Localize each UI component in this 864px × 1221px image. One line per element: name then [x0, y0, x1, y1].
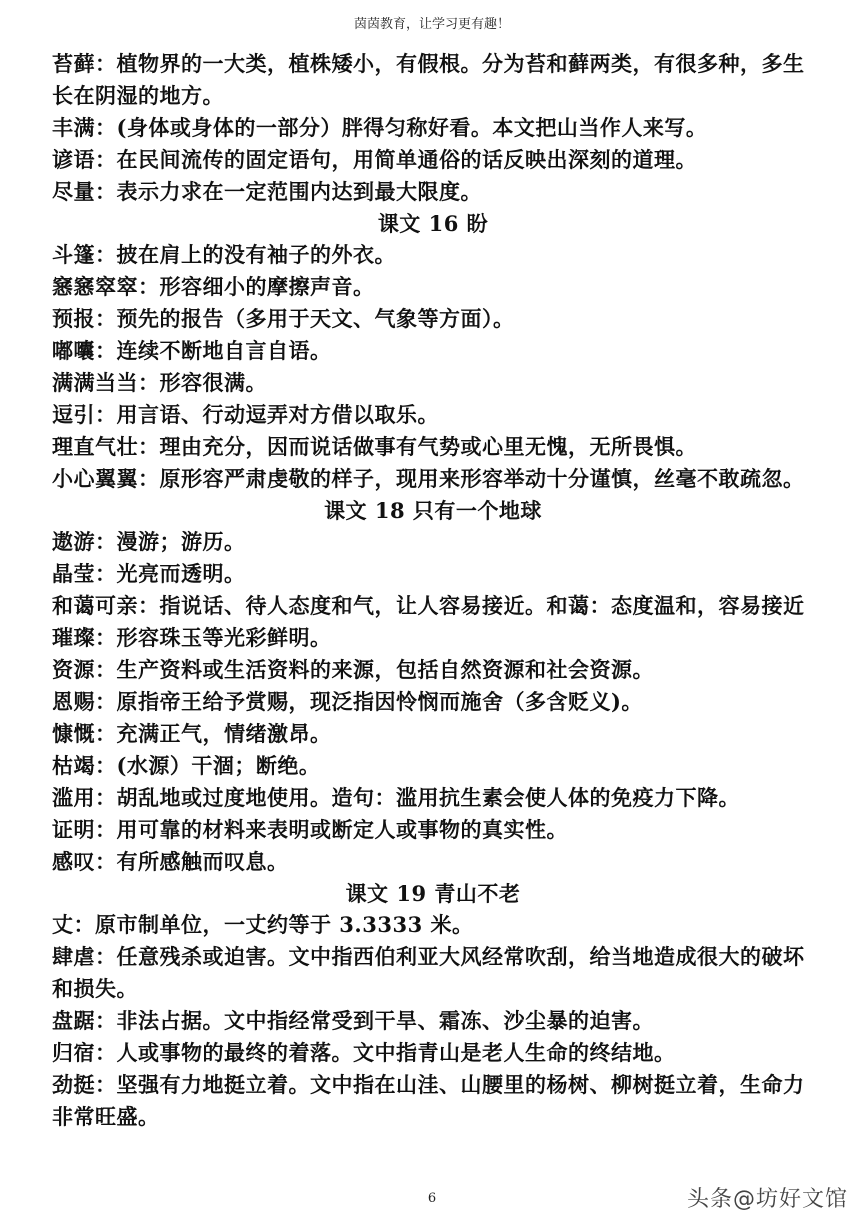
- vocab-definition: 用可靠的材料来表明或断定人或事物的真实性。: [116, 817, 568, 842]
- term-separator: ：: [95, 689, 117, 714]
- vocab-term: 尽量: [52, 179, 95, 204]
- vocab-definition: (水源）干涸；断绝。: [116, 753, 321, 778]
- vocab-definition: 生产资料或生活资料的来源，包括自然资源和社会资源。: [116, 657, 654, 682]
- vocab-entry: [52, 367, 814, 399]
- vocab-definition: 披在肩上的没有袖子的外衣。: [116, 242, 396, 267]
- vocab-definition: 在民间流传的固定语句，用简单通俗的话反映出深刻的道理。: [116, 147, 697, 172]
- term-separator: ：: [95, 849, 117, 874]
- vocab-definition: 用言语、行动逗弄对方借以取乐。: [116, 402, 439, 427]
- page-header: 茵茵教育，让学习更有趣！: [353, 17, 510, 32]
- vocab-entry: [52, 941, 814, 1005]
- term-separator: ：: [95, 1072, 117, 1097]
- vocab-definition: 光亮而透明。: [116, 561, 246, 586]
- term-separator: ：: [95, 115, 117, 140]
- vocab-term: 丰满: [52, 115, 95, 140]
- term-separator: ：: [95, 306, 117, 331]
- vocab-term: 谚语: [52, 147, 95, 172]
- term-separator: ：: [95, 1008, 117, 1033]
- vocab-entry: [52, 686, 814, 718]
- vocab-definition: 表示力求在一定范围内达到最大限度。: [116, 179, 482, 204]
- vocab-entry: [52, 526, 814, 558]
- vocab-entry: [52, 590, 814, 622]
- vocab-entry: [52, 176, 814, 208]
- vocab-entry: [52, 335, 814, 367]
- vocab-term: 恩赐: [52, 689, 95, 714]
- term-separator: ：: [95, 721, 117, 746]
- vocab-entry: [52, 750, 814, 782]
- vocab-definition: 任意残杀或迫害。文中指西伯利亚大风经常吹刮，给当地造成很大的破坏和损失。: [52, 944, 805, 1001]
- watermark: 头条@坊好文馆: [683, 1180, 852, 1215]
- vocab-definition: 漫游；游历。: [116, 529, 246, 554]
- document-body: [52, 48, 814, 1133]
- vocab-entry: [52, 718, 814, 750]
- vocab-entry: [52, 399, 814, 431]
- vocab-definition: 原形容严肃虔敬的样子，现用来形容举动十分谨慎，丝毫不敢疏忽。: [159, 466, 805, 491]
- term-separator: ：: [95, 51, 117, 76]
- vocab-term: 窸窸窣窣: [52, 274, 138, 299]
- term-separator: ：: [95, 785, 117, 810]
- vocab-definition: 有所感触而叹息。: [116, 849, 289, 874]
- vocab-term: 苔藓: [52, 51, 95, 76]
- vocab-entry: [52, 463, 814, 495]
- vocab-entry: [52, 431, 814, 463]
- vocab-term: 逗引: [52, 402, 95, 427]
- vocab-definition: 指说话、待人态度和气，让人容易接近。和蔼：态度温和，容易接近: [159, 593, 805, 618]
- term-separator: ：: [95, 179, 117, 204]
- vocab-definition: 胡乱地或过度地使用。造句：滥用抗生素会使人体的免疫力下降。: [116, 785, 740, 810]
- vocab-definition: 充满正气，情绪激昂。: [116, 721, 332, 746]
- vocab-definition: 预先的报告（多用于天文、气象等方面）。: [116, 306, 515, 331]
- vocab-term: 嘟囔: [52, 338, 95, 363]
- vocab-entry: [52, 48, 814, 112]
- vocab-definition: 植物界的一大类，植株矮小，有假根。分为苔和藓两类，有很多种，多生长在阴湿的地方。: [52, 51, 805, 108]
- vocab-term: 肆虐: [52, 944, 95, 969]
- vocab-definition: 形容细小的摩擦声音。: [159, 274, 375, 299]
- term-separator: ：: [95, 402, 117, 427]
- term-separator: ：: [138, 466, 160, 491]
- term-separator: ：: [95, 944, 117, 969]
- vocab-definition: 坚强有力地挺立着。文中指在山洼、山腰里的杨树、柳树挺立着，生命力非常旺盛。: [52, 1072, 805, 1129]
- vocab-entry: [52, 782, 814, 814]
- term-separator: ：: [138, 593, 160, 618]
- term-separator: ：: [95, 147, 117, 172]
- term-separator: ：: [95, 753, 117, 778]
- term-separator: ：: [138, 274, 160, 299]
- vocab-entry: [52, 622, 814, 654]
- vocab-definition: 理由充分，因而说话做事有气势或心里无愧，无所畏惧。: [159, 434, 697, 459]
- vocab-term: 资源: [52, 657, 95, 682]
- vocab-definition: 非法占据。文中指经常受到干旱、霜冻、沙尘暴的迫害。: [116, 1008, 654, 1033]
- vocab-term: 璀璨: [52, 625, 95, 650]
- lesson-heading: 课文 16 盼: [377, 211, 489, 236]
- term-separator: ：: [95, 529, 117, 554]
- vocab-definition: 人或事物的最终的着落。文中指青山是老人生命的终结地。: [116, 1040, 676, 1065]
- lesson-heading: 课文 19 青山不老: [345, 881, 521, 906]
- term-separator: ：: [95, 625, 117, 650]
- vocab-entry: [52, 144, 814, 176]
- page-number: 6: [427, 1191, 437, 1206]
- vocab-term: 滥用: [52, 785, 95, 810]
- vocab-entry: [52, 112, 814, 144]
- vocab-term: 感叹: [52, 849, 95, 874]
- vocab-term: 证明: [52, 817, 95, 842]
- vocab-entry: [52, 303, 814, 335]
- vocab-entry: [52, 909, 814, 941]
- term-separator: ：: [95, 338, 117, 363]
- vocab-term: 晶莹: [52, 561, 95, 586]
- vocab-term: 丈: [52, 912, 74, 937]
- vocab-entry: [52, 846, 814, 878]
- lesson-heading: 课文 18 只有一个地球: [324, 498, 542, 523]
- vocab-term: 归宿: [52, 1040, 95, 1065]
- vocab-entry: [52, 271, 814, 303]
- vocab-entry: [52, 1069, 814, 1133]
- vocab-definition: (身体或身体的一部分）胖得匀称好看。本文把山当作人来写。: [116, 115, 708, 140]
- vocab-definition: 原市制单位，一丈约等于 3.3333 米。: [95, 912, 474, 937]
- term-separator: ：: [95, 561, 117, 586]
- term-separator: ：: [95, 657, 117, 682]
- vocab-term: 斗篷: [52, 242, 95, 267]
- vocab-term: 小心翼翼: [52, 466, 138, 491]
- vocab-term: 和蔼可亲: [52, 593, 138, 618]
- term-separator: ：: [95, 242, 117, 267]
- vocab-entry: [52, 1037, 814, 1069]
- term-separator: ：: [95, 1040, 117, 1065]
- term-separator: ：: [138, 434, 160, 459]
- vocab-entry: [52, 558, 814, 590]
- vocab-definition: 形容珠玉等光彩鲜明。: [116, 625, 332, 650]
- term-separator: ：: [138, 370, 160, 395]
- vocab-term: 劲挺: [52, 1072, 95, 1097]
- vocab-entry: [52, 1005, 814, 1037]
- vocab-entry: [52, 239, 814, 271]
- vocab-term: 满满当当: [52, 370, 138, 395]
- vocab-term: 慷慨: [52, 721, 95, 746]
- vocab-definition: 连续不断地自言自语。: [116, 338, 332, 363]
- vocab-entry: [52, 654, 814, 686]
- term-separator: ：: [73, 912, 95, 937]
- vocab-definition: 原指帝王给予赏赐，现泛指因怜悯而施舍（多含贬义)。: [116, 689, 643, 714]
- vocab-entry: [52, 814, 814, 846]
- vocab-term: 枯竭: [52, 753, 95, 778]
- vocab-term: 理直气壮: [52, 434, 138, 459]
- vocab-term: 遨游: [52, 529, 95, 554]
- vocab-definition: 形容很满。: [159, 370, 267, 395]
- term-separator: ：: [95, 817, 117, 842]
- vocab-term: 盘踞: [52, 1008, 95, 1033]
- vocab-term: 预报: [52, 306, 95, 331]
